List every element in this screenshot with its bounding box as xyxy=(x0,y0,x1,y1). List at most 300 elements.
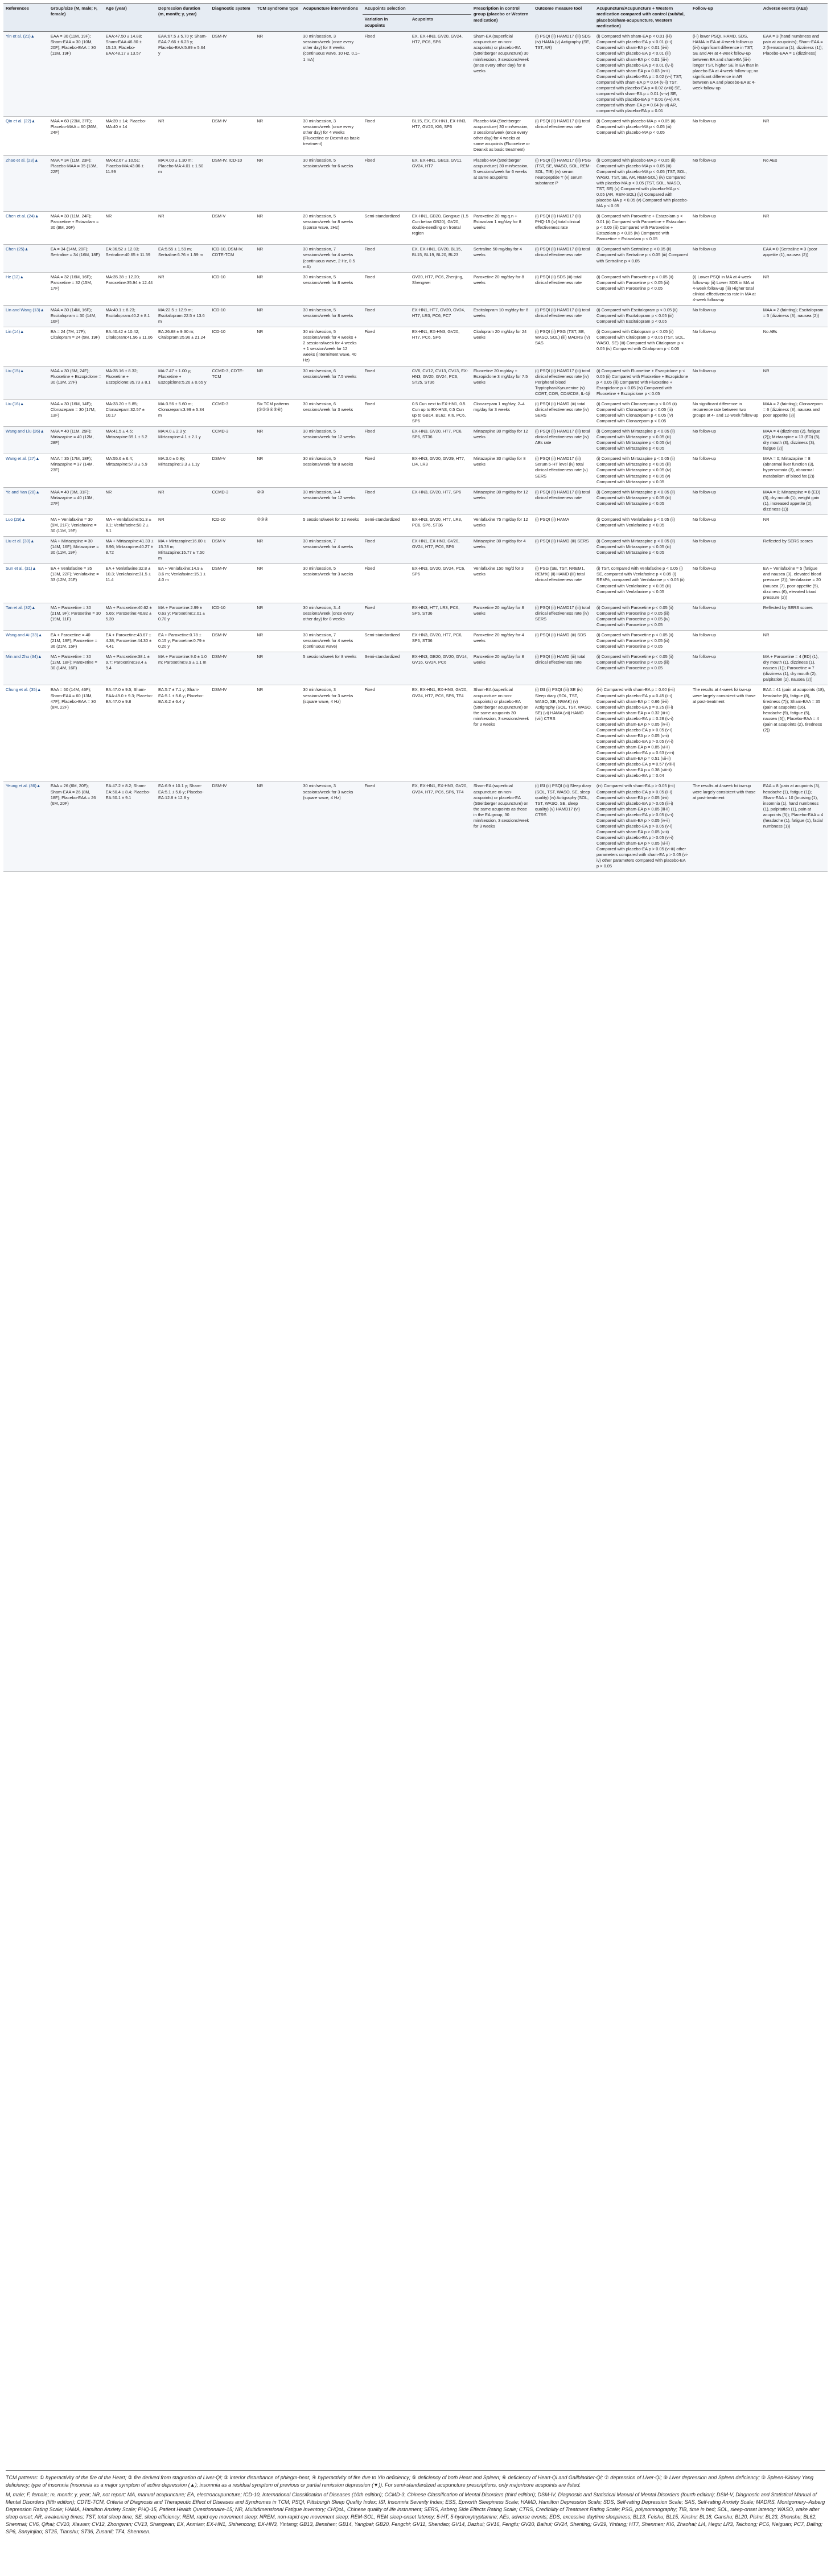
table-row xyxy=(3,487,828,515)
cell-outcome: (i) PSQI (ii) HAMA xyxy=(533,515,594,536)
cell-duration: EA + Paroxetine:0.78 ± 0.15 y; Paroxetine:0.79 ± 0.20 y xyxy=(156,630,210,652)
cell-intervention: 30 min/session, 5 sessions/week for 8 weeks xyxy=(301,272,362,305)
table-row xyxy=(3,630,828,652)
cell-age: MA:55.6 ± 6.4; Mirtazapine:57.3 ± 5.9 xyxy=(104,454,156,487)
cell-tcm-syndrome: ②③ xyxy=(254,487,301,515)
cell-reference[interactable]: Chung et al. (35)▲ xyxy=(3,685,48,781)
cell-duration: EA:26.88 ± 9.30 m; Citalopram:25.96 ± 21.24 xyxy=(156,327,210,366)
table-row xyxy=(3,305,828,327)
study-characteristics-table xyxy=(3,3,828,872)
cell-reference[interactable]: Liu (16)▲ xyxy=(3,399,48,426)
cell-followup: No follow-up xyxy=(690,212,761,245)
cell-control: Mirtazapine 30 mg/day for 12 weeks xyxy=(471,487,533,515)
cell-diagnostic: CCMD-3, CDTE-TCM xyxy=(210,366,255,399)
cell-group-size: EA = 24 (7M, 17F); Citalopram = 24 (5M, 19F) xyxy=(48,327,104,366)
cell-duration: NR xyxy=(156,212,210,245)
cell-tcm-syndrome: NR xyxy=(254,630,301,652)
table-row xyxy=(3,155,828,212)
cell-acupoints: EX-HN3, HT7, LR3, PC6, SP6, ST36 xyxy=(410,603,471,630)
cell-acupoints: EX, EX-HN3, GV20, GV24, HT7, PC6, SP6 xyxy=(410,32,471,117)
cell-adverse: MAA = 0; Mirtazapine = 8 (abnormal liver function (3), hypersomnia (3), abnormal metabolism of blood fat (2)) xyxy=(761,454,828,487)
cell-outcome: (i) PSQI (ii) HAMD17 (iii) total clinical effectiveness rate xyxy=(533,305,594,327)
cell-age: EA:40.42 ± 10.42; Citalopram:41.96 ± 11.06 xyxy=(104,327,156,366)
cell-variation: Fixed xyxy=(363,245,410,272)
cell-reference[interactable]: Chen et al. (24)▲ xyxy=(3,212,48,245)
cell-comparison: (i) Compared with Paroxetine + Estazolam p < 0.01 (ii) Compared with Paroxetine + Estazolam p < 0.05 (iii) Compared with Paroxetine + Estazolam p < 0.05 (iv) Compared with Paroxetine + Estazolam p < 0.05 xyxy=(594,212,690,245)
cell-duration: MA + Paroxetine:9.0 ± 1.0 m; Paroxetine:8.9 ± 1.1 m xyxy=(156,652,210,685)
cell-age: EA:36.52 ± 12.03; Sertraline:40.65 ± 11.39 xyxy=(104,245,156,272)
cell-age: EA + Paroxetine:43.67 ± 4.38; Paroxetine:44.30 ± 4.41 xyxy=(104,630,156,652)
cell-control: Paroxetine 20 mg/day for 8 weeks xyxy=(471,652,533,685)
cell-comparison: (i) Compared with Citalopram p < 0.05 (ii) Compared with Citalopram p < 0.05 (TST, SOL, WASO, SE) (iii) Compared with Citalopram p < 0.05 (iv) Compared with Citalopram p < 0.05 xyxy=(594,327,690,366)
cell-reference[interactable]: Wang et al. (27)▲ xyxy=(3,454,48,487)
cell-comparison: (i) Compared with Paroxetine p < 0.05 (ii) Compared with Paroxetine p < 0.05 (iii) Compared with Paroxetine p < 0.05 xyxy=(594,630,690,652)
table-row xyxy=(3,212,828,245)
cell-intervention: 30 min/session, 7 sessions/week for 4 weeks (continuous wave, 2 Hz, 0.5 mA) xyxy=(301,245,362,272)
cell-outcome: (i) PSQI (ii) HAMD17 (iii) total clinical effectiveness rate xyxy=(533,245,594,272)
cell-adverse: EAA = 0 (Sertraline = 3 (poor appetite (1), nausea (2)) xyxy=(761,245,828,272)
cell-tcm-syndrome: NR xyxy=(254,212,301,245)
cell-variation: Semi-standardized xyxy=(363,652,410,685)
cell-intervention: 30 min/session, 6 sessions/week for 3 weeks xyxy=(301,399,362,426)
cell-acupoints: EX-HN1, EX-HN3, GV20, GV24, HT7, PC6, SP6 xyxy=(410,537,471,564)
cell-outcome: (i) PSQI (ii) HAMD17 (iii) PSG (TST, SE, WASO, SOL, REM-SOL, TIB) (iv) serum neuropeptide Y (v) serum substance P xyxy=(533,155,594,212)
cell-control: Paroxetine 20 mg/day for 8 weeks xyxy=(471,272,533,305)
cell-tcm-syndrome: NR xyxy=(254,564,301,603)
cell-control: Paroxetine 20 mg/day for 4 weeks xyxy=(471,630,533,652)
cell-followup: No follow-up xyxy=(690,652,761,685)
cell-acupoints: EX-HN3, GV20, HT7, PC6, SP6, ST36 xyxy=(410,427,471,454)
cell-control: Paroxetine 20 mg/day for 8 weeks xyxy=(471,603,533,630)
cell-intervention: 30 min/session, 5 sessions/week for 3 weeks xyxy=(301,564,362,603)
cell-adverse: NR xyxy=(761,212,828,245)
cell-tcm-syndrome: NR xyxy=(254,603,301,630)
cell-acupoints: EX-HN1, EX-HN3, GV20, HT7, PC6, SP6 xyxy=(410,327,471,366)
cell-comparison: (i) Compared with Mirtazapine p < 0.05 (ii) Compared with Mirtazapine p < 0.05 (iii) Compared with Mirtazapine p < 0.05 (iv) Compared with Mirtazapine p < 0.05 (v) Compared with Mirtazapine p < 0.05 xyxy=(594,454,690,487)
cell-duration: EA:5.7 ± 7.1 y; Sham-EA:5.1 ± 5.6 y; Placebo-EA:6.2 ± 6.4 y xyxy=(156,685,210,781)
cell-adverse: MAA = 2 (fainting); Escitalopram = 5 (dizziness (3), nausea (2)) xyxy=(761,305,828,327)
table-row xyxy=(3,272,828,305)
cell-comparison: (i) Compared with Sertraline p < 0.05 (ii) Compared with Sertraline p < 0.05 (iii) Compared with Sertraline p < 0.05 xyxy=(594,245,690,272)
cell-comparison: (i) Compared with Paroxetine p < 0.05 (ii) Compared with Paroxetine p < 0.05 (iii) Compared with Paroxetine p < 0.05 xyxy=(594,652,690,685)
cell-adverse: EAA = 3 (hand numbness and pain at acupoints); Sham-EAA = 2 (hematoma (1), dizziness (1)); Placebo-EAA = 1 (dizziness) xyxy=(761,32,828,117)
cell-diagnostic: ICD-10 xyxy=(210,515,255,536)
cell-age: EA:47.0 ± 9.5; Sham-EAA:49.0 ± 9.3; Placebo-EA:47.0 ± 9.8 xyxy=(104,685,156,781)
cell-reference[interactable]: Liu et al. (30)▲ xyxy=(3,537,48,564)
cell-tcm-syndrome: Six TCM patterns (①②③④⑤⑥) xyxy=(254,399,301,426)
cell-outcome: (i) PSQI (ii) HAMD17 (iii) total clinical effectiveness rate xyxy=(533,487,594,515)
cell-diagnostic: DSM-IV xyxy=(210,32,255,117)
cell-tcm-syndrome: NR xyxy=(254,427,301,454)
cell-acupoints: GV20, HT7, PC6, Zhenjing, Shengwei xyxy=(410,272,471,305)
cell-tcm-syndrome: NR xyxy=(254,245,301,272)
cell-followup: No follow-up xyxy=(690,537,761,564)
cell-reference[interactable]: Sun et al. (31)▲ xyxy=(3,564,48,603)
table-row xyxy=(3,454,828,487)
cell-diagnostic: ICD-10, DSM-IV, CDTE-TCM xyxy=(210,245,255,272)
cell-age: MA + Venlafaxine:51.3 ± 8.1; Venlafaxine:50.2 ± 9.1 xyxy=(104,515,156,536)
cell-acupoints: CV6, CV12, CV13, CV13, EX-HN3, GV20, GV24, PC6, ST25, ST36 xyxy=(410,366,471,399)
cell-age: MA + Paroxetine:38.1 ± 9.7; Paroxetine:38.4 ± 9.4 xyxy=(104,652,156,685)
cell-group-size: MAA = 35 (17M, 18F); Mirtazapine = 37 (14M, 23F) xyxy=(48,454,104,487)
cell-tcm-syndrome: NR xyxy=(254,685,301,781)
cell-group-size: MA + Venlafaxine = 30 (9M, 21F); Venlafaxine = 30 (11M, 19F) xyxy=(48,515,104,536)
cell-followup: (i) Lower PSQI in MA at 4-week follow-up (ii) Lower SDS in MA at 4-week follow-up (iii) Higher total clinical effectiveness rate in MA at 4-week follow-up xyxy=(690,272,761,305)
cell-age: MA:40.1 ± 8.23; Escitalopram:40.2 ± 8.1 xyxy=(104,305,156,327)
cell-comparison: (i) Compared with Mirtazapine p < 0.05 (ii) Compared with Mirtazapine p < 0.05 (iii) Compared with Mirtazapine p < 0.05 (iv) Compared with Mirtazapine p < 0.05 xyxy=(594,427,690,454)
cell-tcm-syndrome: NR xyxy=(254,272,301,305)
cell-age: MA:41.5 ± 4.5; Mirtazapine:39.1 ± 5.2 xyxy=(104,427,156,454)
cell-reference[interactable]: Ye and Yan (28)▲ xyxy=(3,487,48,515)
cell-diagnostic: ICD-10 xyxy=(210,272,255,305)
cell-reference[interactable]: He (12)▲ xyxy=(3,272,48,305)
cell-reference[interactable]: Min and Zhu (34)▲ xyxy=(3,652,48,685)
cell-duration: MA:3.0 ± 0.8y; Mirtazapine:3.3 ± 1.1y xyxy=(156,454,210,487)
cell-variation: Fixed xyxy=(363,685,410,781)
cell-outcome: (i) ISI (ii) PSQI (iii) Sleep diary (SOL, TST, WASO, SE, sleep quality) (iv) Actigraphy (SOL, TST, WASO, SE, sleep quality) (v) HAMD17 (vi) CTRS xyxy=(533,781,594,872)
cell-diagnostic: DSM-IV xyxy=(210,564,255,603)
cell-age: MA + Mirtazapine:41.33 ± 8.96; Mirtazapine:40.27 ± 8.72 xyxy=(104,537,156,564)
cell-tcm-syndrome: NR xyxy=(254,305,301,327)
cell-tcm-syndrome: NR xyxy=(254,366,301,399)
cell-duration: EAA:67.5 ± 5.70 y; Sham-EAA:7.66 ± 6.23 y; Placebo-EAA:5.89 ± 5.64 y xyxy=(156,32,210,117)
cell-control: Mirtazapine 30 mg/day for 12 weeks xyxy=(471,427,533,454)
cell-tcm-syndrome: NR xyxy=(254,454,301,487)
cell-comparison: (i) Compared with Venlafaxine p < 0.05 (ii) Compared with Venlafaxine p < 0.05 xyxy=(594,515,690,536)
cell-diagnostic: CCMD-3 xyxy=(210,487,255,515)
cell-tcm-syndrome: NR xyxy=(254,327,301,366)
cell-variation: Semi-standardized xyxy=(363,630,410,652)
cell-diagnostic: DSM-V xyxy=(210,454,255,487)
cell-outcome: (i) PSQI (ii) HAMD17 (iii) Serum 5-HT level (iv) total clinical effectiveness rate (v) SERS xyxy=(533,454,594,487)
cell-reference[interactable]: Liu (15)▲ xyxy=(3,366,48,399)
cell-comparison: (i-i) Compared with sham-EA p = 0.60 (i-ii) Compared with placebo-EA p = 0.45 (ii-i) Compared with sham-EA p = 0.66 (ii-ii) Compared with placebo-EA p = 0.25 (iii-i) Compared with sham-EA p = 0.32 (iii-ii) Compared with placebo-EA p = 0.28 (iv-i) Compared with sham-EA p > 0.05 (iv-ii) Compared with placebo-EA p > 0.05 (v-i) Compared with sham-EA p > 0.05 (v-ii) Compared with placebo-EA p > 0.05 (vi-i) Compared with sham-EA p = 0.85 (vi-ii) Compared with placebo-EA p = 0.63 (vii-i) Compared with sham-EA p = 0.51 (vii-ii) Compared with placebo-EA p = 0.57 (viii-i) Compared with sham-EA p = 0.38 (viii-ii) Compared with placebo-EA p = 0.04 xyxy=(594,685,690,781)
cell-outcome: (i) PSQI (ii) HAMD17 (iii) total clinical effectiveness rate xyxy=(533,117,594,155)
cell-comparison: (i) Compared with sham-EA p < 0.01 (i-i) Compared with placebo-EA p < 0.01 (ii-i) Compared with sham-EA p < 0.01 (ii-ii) Compared with placebo-EA p < 0.01 (iii) Compared with sham-EA p < 0.01 (iii-i) Compared with placebo-EA p < 0.01 (iv-i) Compared with sham-EA p = 0.03 (iv-ii) Compared with placebo-EA p = 0.02 (v-i) TST, compared with sham-EA p = 0.04 (v-ii) TST, compared with placebo-EA p = 0.02 (v-iii) SE, compared with sham-EA p = 0.01 (v-iv) SE, compared with placebo-EA p = 0.01 (v-v) AR, compared with sham-EA p = 0.04 (v-vi) AR, compared with placebo-EA p = 0.01 xyxy=(594,32,690,117)
cell-group-size: MAA = 34 (11M, 23F); Placebo-MAA = 35 (13M, 22F) xyxy=(48,155,104,212)
cell-age: EAA:47.50 ± 14.88; Sham-EAA:46.80 ± 15.13; Placebo-EAA:48.17 ± 13.57 xyxy=(104,32,156,117)
cell-outcome: (i) ISI (ii) PSQI (iii) SE (iv) Sleep diary (SOL, TST, WASO, SE, NWAK) (v) Actigraphy (SOL, TST, WASO, SE) (vi) HAMA (vii) HAMD (viii) CTRS xyxy=(533,685,594,781)
cell-reference[interactable]: Luo (29)▲ xyxy=(3,515,48,536)
header-comparison: Acupuncture/Acupuncture + Western medication compared with control (sub/tal, placebo/sham-acupuncture, Western medication) xyxy=(594,4,690,32)
cell-control: Mirtazapine 30 mg/day for 4 weeks xyxy=(471,537,533,564)
cell-acupoints: EX-HN3, GV20, HT7, PC6, SP6, ST36 xyxy=(410,630,471,652)
cell-intervention: 5 sessions/week for 12 weeks xyxy=(301,515,362,536)
cell-diagnostic: DSM-V xyxy=(210,537,255,564)
cell-intervention: 20 min/session, 5 sessions/week for 8 weeks (sparse wave, 2Hz) xyxy=(301,212,362,245)
cell-group-size: MA + Mirtazapine = 30 (14M, 16F); Mirtazapine = 30 (11M, 19F) xyxy=(48,537,104,564)
cell-duration: MA + Paroxetine:2.99 ± 0.63 y; Paroxetine:2.01 ± 0.70 y xyxy=(156,603,210,630)
cell-diagnostic: DSM-V xyxy=(210,212,255,245)
footnote-abbreviations: M, male; F, female; m, month; y, year; NR, not report; MA, manual acupuncture; EA, electroacupuncture; ICD-10, International Classification of Diseases (10th edition); CCMD-3, Chinese Classification of Mental Disorders (third edition); DSM-IV, Diagnostic and Statistical Manual of Mental Disorders (fourth edition); DSM-V, Diagnostic and Statistical Manual of Mental Disorders (fifth edition); CDTE-TCM, Criteria of Diagnosis and Therapeutic Effect of Diseases and Syndromes in TCM; PSQI, Pittsburgh Sleep Quality Index; ISI, Insomnia Severity Index; ESS, Epworth Sleepiness Scale; HAMD, Hamilton Depression Scale; SDS, Self-rating Depression Scale; SAS, Self-rating Anxiety Scale; MADRS, Montgomery–Asberg Depression Rating Scale; HAMA, Hamilton Anxiety Scale; PHQ-15, Patient Health Questionnaire-15; NR, Multidimensional Fatigue Inventory; CHQoL, Chinese quality of life instrument; SERS, Asberg Side Effects Rating Scale; CTRS, Credibility of Treatment Rating Scale; PSG, polysomnography; TIB, time in bed; SOL, sleep-onset latency; WASO, wake after sleep onset; AR, awakening times; TST, total sleep time; SE, sleep efficiency; REM, rapid eye movement sleep; NREM, non-rapid eye movement sleep; REM-SOL, REM sleep-onset latency; 5-HT, 5-hydroxytryptamine; AEs, adverse events; EDS, excessive daytime sleepiness; BL13, Feishu; BL15, Xinshu; BL18, Ganshu; BL20, Pishu; BL23, Shenshu; BL62, Shenmai; CV6, Qihai; CV10, Xiawan; CV12, Zhongwan; CV13, Shangwan; EX, Anmian; EX-HN1, Sishencong; EX-HN3, Yintang; GB13, Benshen; GB14, Yangbai; GB20, Fengchi; GV11, Shendao; GV14, Dazhui; GV16, Fengfu; GV20, Baihui; GV24, Shenting; GV29, Yintang; HT7, Shenmen; KI6, Zhaohai; LI4, Hegu; LR3, Taichong; PC6, Neiguan; PC7, Daling; SP6, Sanyinjiao; ST25, Tianshu; ST36, Zusanli; TF4, Shenmen. xyxy=(6,2492,825,2535)
cell-reference[interactable]: Wang and Liu (26)▲ xyxy=(3,427,48,454)
cell-outcome: (i) PSQI (ii) HAMD (iii) SDS xyxy=(533,630,594,652)
cell-reference[interactable]: Lin and Wang (13)▲ xyxy=(3,305,48,327)
cell-adverse: Reflected by SERS scores xyxy=(761,603,828,630)
cell-variation: Fixed xyxy=(363,487,410,515)
cell-reference[interactable]: Lin (14)▲ xyxy=(3,327,48,366)
cell-control: Sham-EA (superficial acupuncture on non-acupoints) or placebo-EA (Streitberger acupuncture) on the same acupoints 30 min/session, 3 sessions/week for 3 weeks xyxy=(471,685,533,781)
cell-intervention: 30 min/session, 7 sessions/week for 4 weeks (continuous wave) xyxy=(301,630,362,652)
header-acupoints: Acupoints xyxy=(410,15,471,32)
cell-reference[interactable]: Tan et al. (32)▲ xyxy=(3,603,48,630)
cell-duration: MA:22.5 ± 12.9 m; Escitalopram:22.5 ± 13.6 m xyxy=(156,305,210,327)
cell-adverse: Reflected by SERS scores xyxy=(761,537,828,564)
cell-age: MA:33.20 ± 5.85; Clonazepam:32.57 ± 10.17 xyxy=(104,399,156,426)
cell-variation: Fixed xyxy=(363,155,410,212)
header-age: Age (year) xyxy=(104,4,156,32)
cell-followup: No follow-up xyxy=(690,245,761,272)
cell-age: NR xyxy=(104,487,156,515)
cell-group-size: EA = 34 (14M, 20F); Sertraline = 34 (16M, 18F) xyxy=(48,245,104,272)
cell-duration: MA:4.00 ± 1.30 m; Placebo-MA:4.01 ± 1.50 m xyxy=(156,155,210,212)
header-outcome: Outcome measure tool xyxy=(533,4,594,32)
cell-age: EA + Venlafaxine:32.8 ± 10.3; Venlafaxine:31.5 ± 11.4 xyxy=(104,564,156,603)
cell-group-size: MAA = 40 (11M, 29F); Mirtazapine = 40 (12M, 28F) xyxy=(48,427,104,454)
cell-age: MA:35.16 ± 8.32; Fluoxetine + Eszopiclone:35.73 ± 8.1 xyxy=(104,366,156,399)
cell-followup: No follow-up xyxy=(690,564,761,603)
cell-acupoints: EX-HN1, HT7, GV20, GV24, HT7, LR3, PC6, PC7 xyxy=(410,305,471,327)
cell-adverse: MAA = 2 (fainting); Clonazepam = 6 (dizziness (3), nausea and poor appetite (3)) xyxy=(761,399,828,426)
cell-diagnostic: ICD-10 xyxy=(210,603,255,630)
cell-diagnostic: CCMD-3 xyxy=(210,427,255,454)
cell-intervention: 30 min/session, 6 sessions/week for 7.5 weeks xyxy=(301,366,362,399)
cell-group-size: EA + Venlafaxine = 35 (13M, 22F); Venlafaxine = 33 (12M, 21F) xyxy=(48,564,104,603)
cell-intervention: 30 min/session, 3–4 sessions/week (once every other day) for 8 weeks xyxy=(301,603,362,630)
cell-diagnostic: DSM-IV xyxy=(210,630,255,652)
cell-acupoints: EX, EX-HN1, EX-HN3, GV20, GV24, HT7, PC6, SP6, TF4 xyxy=(410,781,471,872)
cell-duration: NR xyxy=(156,272,210,305)
table-row xyxy=(3,117,828,155)
cell-adverse: MAA = 0; Mirtazapine = 8 (ED) (3), dry mouth (1), weight gain (1), increased appetite (2), dizziness (1)) xyxy=(761,487,828,515)
cell-adverse: EAA = 41 (pain at acupoints (18), headache (8), fatigue (8), tiredness (7)); Sham-EAA = 35 (pain at acupoints (16), headache (9), fatigue (5), nausea (5)); Placebo-EAA = 4 (pain at acupoints (2), tiredness (2)) xyxy=(761,685,828,781)
cell-variation: Fixed xyxy=(363,427,410,454)
cell-reference[interactable]: Qin et al. (22)▲ xyxy=(3,117,48,155)
cell-group-size: MAA = 32 (16M, 16F); Paroxetine = 32 (15M, 17F) xyxy=(48,272,104,305)
cell-outcome: (i) PSQI (ii) HAMD17 (iii) SDS (iv) HAMA (v) Actigraphy (SE, TST, AR) xyxy=(533,32,594,117)
cell-followup: The results at 4-week follow-up were largely consistent with those at post-treatment xyxy=(690,781,761,872)
cell-followup: No follow-up xyxy=(690,155,761,212)
cell-followup: No follow-up xyxy=(690,427,761,454)
cell-acupoints: EX-HN3, GV20, GV24, PC6, SP6 xyxy=(410,564,471,603)
cell-diagnostic: DSM-IV xyxy=(210,781,255,872)
table-row xyxy=(3,781,828,872)
table-row xyxy=(3,537,828,564)
cell-duration: MA + Mirtazapine:16.00 ± 15.78 m; Mirtazapine:15.77 ± 7.50 m xyxy=(156,537,210,564)
cell-variation: Semi-standardized xyxy=(363,212,410,245)
cell-reference[interactable]: Wang and Ai (33)▲ xyxy=(3,630,48,652)
cell-outcome: (i) PSQI (ii) HAMD17 (iii) total clinical effectiveness rate (iv) SERS xyxy=(533,603,594,630)
cell-comparison: (i) Compared with Paroxetine p < 0.05 (ii) Compared with Paroxetine p < 0.05 (iii) Compared with Paroxetine p < 0.05 (iv) Compared with Paroxetine p < 0.05 xyxy=(594,603,690,630)
header-duration: Depression duration (m, month; y, year) xyxy=(156,4,210,32)
cell-age: MA:42.67 ± 10.51; Placebo-MA:43.06 ± 11.99 xyxy=(104,155,156,212)
cell-outcome: (i) PSQI (ii) HAMD (iii) total clinical effectiveness rate (iv) SERS xyxy=(533,399,594,426)
table-row xyxy=(3,603,828,630)
cell-followup: No follow-up xyxy=(690,454,761,487)
header-variation: Variation in acupoints xyxy=(363,15,410,32)
cell-acupoints: EX-HN3, GV20, GV29, HT7, LI4, LR3 xyxy=(410,454,471,487)
cell-intervention: 30 min/session, 5 sessions/week for 12 weeks xyxy=(301,427,362,454)
cell-acupoints: EX-HN3, GV20, HT7, LR3, PC6, SP6, ST36 xyxy=(410,515,471,536)
cell-comparison: (i) TST, compared with Venlafaxine p < 0.05 (i) SE, compared with Venlafaxine p < 0.05 (i) REM%, compared with Venlafaxine p < 0.05 (ii) Compared with Venlafaxine p < 0.05 (iii) Compared with Venlafaxine p < 0.05 xyxy=(594,564,690,603)
cell-variation: Fixed xyxy=(363,366,410,399)
cell-comparison: (i) Compared with Mirtazapine p < 0.05 (ii) Compared with Mirtazapine p < 0.05 (iii) Compared with Mirtazapine p < 0.05 xyxy=(594,487,690,515)
cell-variation: Fixed xyxy=(363,537,410,564)
cell-group-size: EAA = 26 (6M, 20F); Sham-EAA = 26 (8M, 18F); Placebo-EAA = 26 (6M, 20F) xyxy=(48,781,104,872)
cell-control: Escitalopram 10 mg/day for 8 weeks xyxy=(471,305,533,327)
cell-control: Mirtazapine 30 mg/day for 8 weeks xyxy=(471,454,533,487)
cell-variation: Fixed xyxy=(363,117,410,155)
cell-adverse: No AEs xyxy=(761,327,828,366)
cell-outcome: (i) PSQI (ii) SDS (iii) total clinical effectiveness rate xyxy=(533,272,594,305)
cell-adverse: MAA = 4 (dizziness (2), fatigue (2)); Mirtazapine = 13 (ED) (5), dry mouth (3), dizziness (3), fatigue (2)) xyxy=(761,427,828,454)
cell-reference[interactable]: Chen (25)▲ xyxy=(3,245,48,272)
cell-acupoints: EX, EX-HN1, GV20, BL15, BL15, BL19, BL20, BL23 xyxy=(410,245,471,272)
cell-variation: Fixed xyxy=(363,32,410,117)
cell-outcome: (i) PSQI (ii) HAMD (iii) total clinical effectiveness rate xyxy=(533,652,594,685)
header-tcm: TCM syndrome type xyxy=(254,4,301,32)
cell-outcome: (i) PSQI (ii) PSG (TST, SE, WASO, SOL) (iii) MADRS (iv) SAS xyxy=(533,327,594,366)
cell-tcm-syndrome: NR xyxy=(254,155,301,212)
table-row xyxy=(3,652,828,685)
cell-comparison: (i) Compared with Paroxetine p < 0.05 (ii) Compared with Paroxetine p < 0.05 (iii) Compared with Paroxetine p < 0.05 xyxy=(594,272,690,305)
cell-diagnostic: ICD-10 xyxy=(210,305,255,327)
table-header xyxy=(3,4,828,32)
cell-comparison: (i) Compared with Clonazepam p < 0.05 (ii) Compared with Clonazepam p < 0.05 (iii) Compared with Clonazepam p < 0.05 (iv) Compared with Clonazepam p < 0.05 xyxy=(594,399,690,426)
cell-outcome: (i) PSQI (ii) HAMD17 (iii) total clinical effectiveness rate (iv) Peripheral blood Tryptophan/Kynurenine (v) CORT, COR, CD4/CD8, IL-1β xyxy=(533,366,594,399)
cell-variation: Fixed xyxy=(363,399,410,426)
cell-acupoints: BL15, EX, EX-HN1, EX-HN3, HT7, GV20, KI6, SP6 xyxy=(410,117,471,155)
cell-control: Sertraline 50 mg/day for 4 weeks xyxy=(471,245,533,272)
cell-variation: Fixed xyxy=(363,781,410,872)
cell-age: MA + Paroxetine:40.62 ± 5.65; Paroxetine:40.82 ± 5.39 xyxy=(104,603,156,630)
cell-variation: Fixed xyxy=(363,603,410,630)
header-group-size: Group/size (M, male; F, female) xyxy=(48,4,104,32)
cell-control: Venlafaxine 75 mg/day for 12 weeks xyxy=(471,515,533,536)
cell-intervention: 30 min/session, 3 sessions/week for 3 weeks (square wave, 4 Hz) xyxy=(301,781,362,872)
cell-control: Venlafaxine 150 mg/d for 3 weeks xyxy=(471,564,533,603)
cell-followup: No significant difference in recurrence rate between two groups at 4- and 12-week follow-up xyxy=(690,399,761,426)
header-acupoints-selection: Acupoints selection xyxy=(363,4,471,15)
cell-diagnostic: DSM-IV, ICD-10 xyxy=(210,155,255,212)
table-row xyxy=(3,366,828,399)
table-row xyxy=(3,32,828,117)
table-footnote xyxy=(6,2470,825,2538)
cell-variation: Fixed xyxy=(363,454,410,487)
table-row xyxy=(3,245,828,272)
cell-outcome: (i) PSQI (ii) HAMD17 (iii) total clinical effectiveness rate (iv) AEs rate xyxy=(533,427,594,454)
cell-group-size: MAA = 30 (11M, 24F); Paroxetine + Estazolam = 30 (9M, 26F) xyxy=(48,212,104,245)
cell-followup: No follow-up xyxy=(690,603,761,630)
cell-adverse: NR xyxy=(761,630,828,652)
cell-intervention: 5 sessions/week for 8 weeks xyxy=(301,652,362,685)
cell-age: MA:35.38 ± 12.20; Paroxetine:35.94 ± 12.44 xyxy=(104,272,156,305)
cell-group-size: EAA = 60 (14M, 46F); Sham-EAA = 60 (13M, 47F); Placebo-EAA = 30 (8M, 22F) xyxy=(48,685,104,781)
cell-duration: MA:4.0 ± 2.3 y; Mirtazapine:4.1 ± 2.1 y xyxy=(156,427,210,454)
cell-control: Clonazepam 1 mg/day, 2–4 mg/day for 3 weeks xyxy=(471,399,533,426)
cell-group-size: MA + Paroxetine = 30 (21M, 9F); Paroxetine = 30 (19M, 11F) xyxy=(48,603,104,630)
cell-tcm-syndrome: NR xyxy=(254,652,301,685)
header-interventions: Acupuncture interventions xyxy=(301,4,362,32)
cell-acupoints: EX-HN1, GB20, Gongxue (1.5 Cun below GB20), GV20, double-needling on frontal region xyxy=(410,212,471,245)
cell-duration: NR xyxy=(156,515,210,536)
cell-followup: No follow-up xyxy=(690,515,761,536)
cell-group-size: MAA = 30 (16M, 14F); Clonazepam = 30 (17M, 13F) xyxy=(48,399,104,426)
cell-comparison: (i) Compared with Mirtazapine p < 0.05 (ii) Compared with Mirtazapine p < 0.05 (iii) Compared with Mirtazapine p < 0.05 xyxy=(594,537,690,564)
cell-tcm-syndrome: NR xyxy=(254,117,301,155)
cell-tcm-syndrome: ②③④ xyxy=(254,515,301,536)
cell-age: NR xyxy=(104,212,156,245)
cell-adverse: NR xyxy=(761,366,828,399)
cell-reference[interactable]: Zhao et al. (23)▲ xyxy=(3,155,48,212)
cell-tcm-syndrome: NR xyxy=(254,537,301,564)
cell-duration: NR xyxy=(156,117,210,155)
cell-control: Placebo-MA (Streitberger acupuncture) 30 min/session, 5 sessions/week for 6 weeks at same acupoints xyxy=(471,155,533,212)
cell-group-size: EA + Paroxetine = 40 (21M, 19F); Paroxetine = 36 (21M, 15F) xyxy=(48,630,104,652)
cell-duration: EA:5.55 ± 1.59 m; Sertraline:6.76 ± 1.59 m xyxy=(156,245,210,272)
cell-control: Paroxetine 20 mg q.n + Estazolam 1 mg/day for 8 weeks xyxy=(471,212,533,245)
header-adverse: Adverse events (AEs) xyxy=(761,4,828,32)
cell-age: EA:47.2 ± 8.2; Sham-EA:50.4 ± 8.4; Placebo-EA:50.1 ± 9.1 xyxy=(104,781,156,872)
header-followup: Follow-up xyxy=(690,4,761,32)
cell-outcome: (i) PSG (SE, TST, NREM1, REM%) (ii) HAMD (iii) total clinical effectiveness rate xyxy=(533,564,594,603)
cell-followup: No follow-up xyxy=(690,327,761,366)
cell-comparison: (i) Compared with placebo-MA p < 0.05 (ii) Compared with placebo-MA p < 0.05 (iii) Compared with placebo-MA p < 0.05 xyxy=(594,117,690,155)
cell-followup: No follow-up xyxy=(690,630,761,652)
cell-reference[interactable]: Yin et al. (21)▲ xyxy=(3,32,48,117)
cell-intervention: 30 min/session, 7 sessions/week for 4 weeks xyxy=(301,537,362,564)
cell-acupoints: EX, EX-HN1, GB13, GV11, GV24, HT7 xyxy=(410,155,471,212)
cell-age: MA:39 ± 14; Placebo-MA:40 ± 14 xyxy=(104,117,156,155)
header-control: Prescription in control group (placebo or Western medication) xyxy=(471,4,533,32)
cell-variation: Fixed xyxy=(363,564,410,603)
cell-group-size: MAA = 30 (6M, 24F); Fluoxetine + Eszopiclone = 30 (13M, 27F) xyxy=(48,366,104,399)
cell-group-size: MAA = 40 (9M, 31F); Mirtazapine = 40 (13M, 27F) xyxy=(48,487,104,515)
cell-intervention: 30 min/session, 3 sessions/week (once every other day) for 4 weeks (Fluoxetine or Dexmit as basic treatment) xyxy=(301,117,362,155)
cell-followup: No follow-up xyxy=(690,305,761,327)
cell-control: Citalopram 20 mg/day for 24 weeks xyxy=(471,327,533,366)
cell-reference[interactable]: Yeung et al. (36)▲ xyxy=(3,781,48,872)
cell-acupoints: EX, EX-HN1, EX-HN3, GV20, GV24, HT7, PC6, SP6, TF4 xyxy=(410,685,471,781)
cell-acupoints: EX-HN3, GB20, GV20, GV14, GV16, GV24, PC6 xyxy=(410,652,471,685)
table-body xyxy=(3,32,828,872)
cell-adverse: NR xyxy=(761,272,828,305)
cell-variation: Fixed xyxy=(363,272,410,305)
cell-intervention: 30 min/session, 5 sessions/week for 6 weeks xyxy=(301,155,362,212)
cell-acupoints: 0.5 Cun next to EX-HN1, 0.5 Cun up to EX-HN3, 0.5 Cun up to GB14, BL62, KI6, PC6, SP6 xyxy=(410,399,471,426)
cell-comparison: (i-i) Compared with sham-EA p > 0.05 (i-ii) Compared with placebo-EA p > 0.05 (ii-i) Compared with sham-EA p > 0.05 (ii-ii) Compared with placebo-EA p > 0.05 (iii-i) Compared with sham-EA p > 0.05 (iii-ii) Compared with placebo-EA p > 0.05 (iv-i) Compared with sham-EA p > 0.05 (iv-ii) Compared with placebo-EA p > 0.05 (v-i) Compared with sham-EA p > 0.05 (v-ii) Compared with placebo-EA p > 0.05 (vi-i) Compared with sham-EA p > 0.05 (vi-ii) Compared with placebo-EA p > 0.05 (vi-iii) other parameters compared with sham-EA p > 0.05 (vi-iv) other parameters compared with placebo-EA p > 0.05 xyxy=(594,781,690,872)
cell-adverse: EA + Venlafaxine = 5 (fatigue and nausea (3), elevated blood pressure (2)); Venlafaxine = 20 (nausea (7), poor appetite (5), dizziness (6), elevated blood pressure (2)) xyxy=(761,564,828,603)
cell-intervention: 30 min/session, 5 sessions/week for 8 weeks xyxy=(301,454,362,487)
cell-duration: EA:6.9 ± 10.1 y; Sham-EA:5.1 ± 5.6 y; Placebo-EA:12.8 ± 12.8 y xyxy=(156,781,210,872)
cell-adverse: NR xyxy=(761,515,828,536)
cell-group-size: MAA = 60 (23M, 37F); Placebo-MAA = 60 (36M, 24F) xyxy=(48,117,104,155)
cell-diagnostic: DSM-IV xyxy=(210,117,255,155)
cell-comparison: (i) Compared with Escitalopram p < 0.05 (ii) Compared with Escitalopram p < 0.05 (iii) Compared with Escitalopram p < 0.05 xyxy=(594,305,690,327)
cell-adverse: EAA = 8 (pain at acupoints (3), headache (1), fatigue (1)); Sham-EAA = 10 (bruising (1), insomnia (1), hand numbness (1), palpitation (1), pain at acupoints (5)); Placebo-EAA = 4 (headache (1), fatigue (1), facial numbness (1)) xyxy=(761,781,828,872)
footnote-tcm-patterns: TCM patterns: ① hyperactivity of the fire of the Heart; ② fire derived from stagnation of Liver-Qi; ③ interior disturbance of phlegm-heat; ④ hyperactivity of fire due to Yin deficiency; ⑤ deficiency of both Heart and Spleen; ⑥ deficiency of Heart-Qi and Gallbladder-Qi; ⑦ depression of Liver-Qi; ⑧ Liver depression and Spleen deficiency; ⑨ Spleen-Kidney Yang deficiency; type of insomnia (insomnia as a major symptom of active depression (▲); insomnia as a residual symptom of previous or partial remission depression (▼)). For semi-standardized acupuncture prescriptions, only major/core acupoints are listed. xyxy=(6,2475,814,2488)
cell-adverse: No AEs xyxy=(761,155,828,212)
cell-group-size: EAA = 30 (11M, 19F); Sham-EAA = 30 (10M, 20F); Placebo-EAA = 30 (11M, 19F) xyxy=(48,32,104,117)
table-row xyxy=(3,685,828,781)
table-row xyxy=(3,515,828,536)
cell-followup: No follow-up xyxy=(690,487,761,515)
table-row xyxy=(3,327,828,366)
cell-followup: No follow-up xyxy=(690,117,761,155)
cell-comparison: (i) Compared with placebo-MA p < 0.05 (ii) Compared with placebo-MA p < 0.05 (iii) Compared with placebo-MA p < 0.05 (TST, SOL, WASO, TST, SE, AR, REM-SOL) (iv) Compared with placebo-MA p < 0.05 (TST, SOL, WASO, TST, SE) (v) Compared with placebo-MA p < 0.05 (AR, REM-SOL) (iv) Compared with placebo-MA p < 0.05 (v) Compared with placebo-MA p < 0.05 xyxy=(594,155,690,212)
header-diagnostic: Diagnostic system xyxy=(210,4,255,32)
cell-intervention: 30 min/session, 5 sessions/week for 8 weeks xyxy=(301,305,362,327)
